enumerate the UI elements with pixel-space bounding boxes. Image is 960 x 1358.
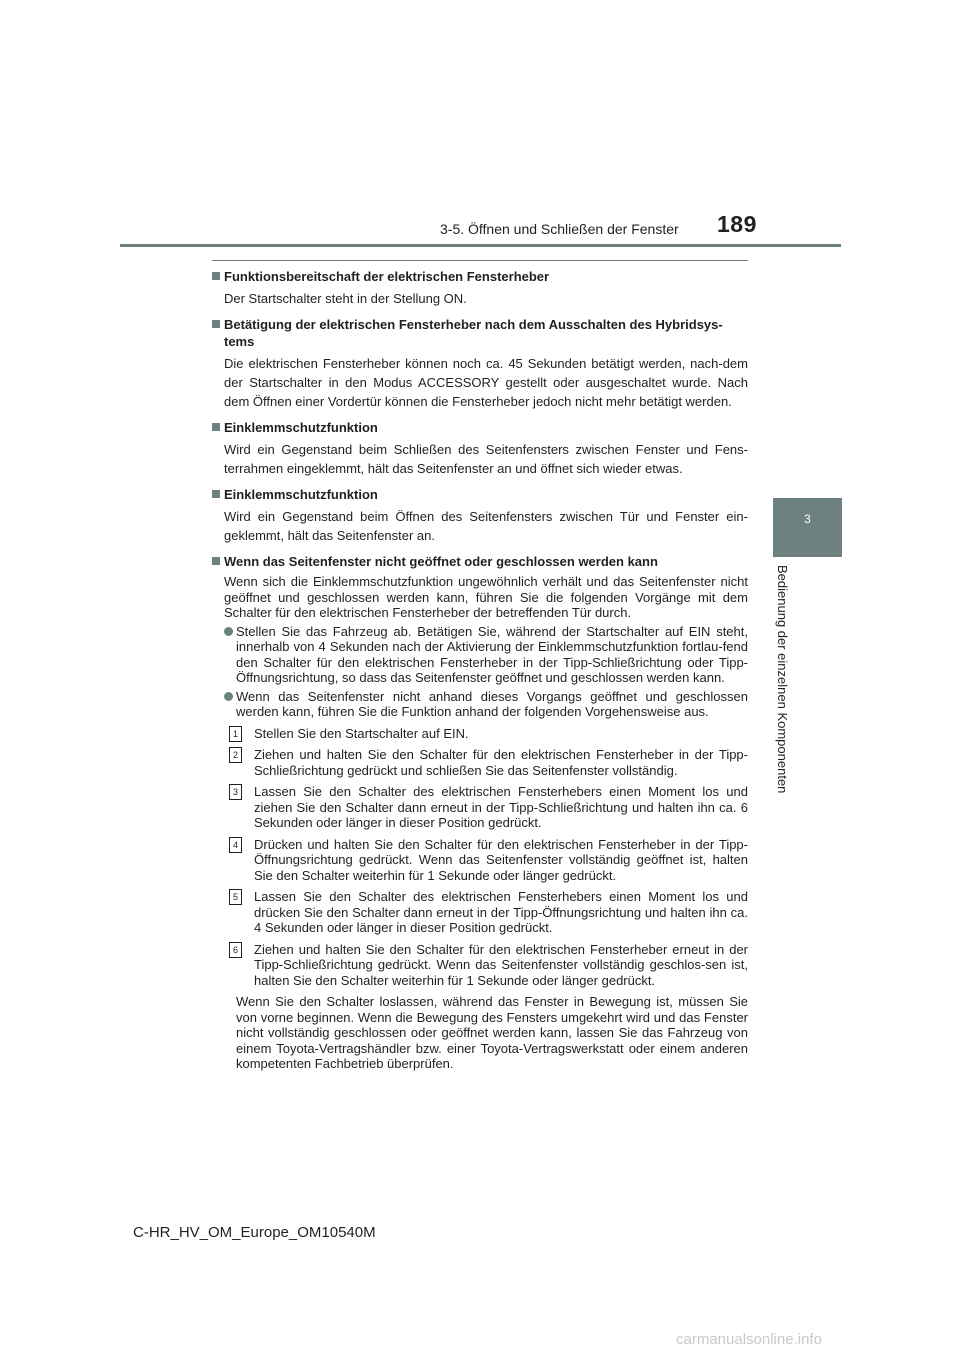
step-item — [212, 726, 748, 742]
step-item — [212, 784, 748, 831]
section-heading — [212, 419, 748, 436]
step-item — [212, 747, 748, 778]
bullet-text: Wenn das Seitenfenster nicht anhand dieses Vorgangs geöffnet und geschlossen werden kann, führen Sie die Funktion anhand der folgenden Vorgehensweise aus. — [236, 688, 748, 719]
content-divider — [212, 260, 748, 261]
chapter-title: Bedienung der einzelnen Komponenten — [775, 565, 790, 794]
square-bullet-icon — [212, 490, 220, 498]
square-bullet-icon — [212, 272, 220, 280]
step-number: 1 — [229, 726, 242, 742]
header-divider — [120, 244, 841, 247]
list-item — [212, 624, 748, 686]
section-heading — [212, 316, 748, 350]
step-item — [212, 837, 748, 884]
watermark: carmanualsonline.info — [676, 1331, 822, 1348]
section-heading — [212, 553, 748, 570]
step-number: 6 — [229, 942, 242, 958]
step-text: Stellen Sie den Startschalter auf EIN. — [254, 725, 469, 741]
section-heading — [212, 486, 748, 503]
section-heading — [212, 268, 748, 285]
square-bullet-icon — [212, 320, 220, 328]
section-body: Wird ein Gegenstand beim Schließen des Seitenfensters zwischen Fenster und Fens-terrahmen eingeklemmt, hält das Seitenfenster an und öffnet sich wieder etwas. — [224, 442, 748, 476]
step-item — [212, 889, 748, 936]
page-number: 189 — [717, 211, 757, 237]
step-text: Ziehen und halten Sie den Schalter für den elektrischen Fensterheber erneut in der Tipp-Schließrichtung gedrückt. Wenn das Seitenfenster vollständig geschlos-sen ist, halten Sie den Schalter weiterhin für 1 Sekunde oder länger gedrückt. — [254, 941, 748, 988]
section-body: Die elektrischen Fensterheber können noch ca. 45 Sekunden betätigt werden, nach-dem der Startschalter in den Modus ACCESSORY gestellt oder ausgeschaltet wurde. Nach dem Öffnen einer Vordertür können die Fensterheber jedoch nicht mehr betätigt werden. — [224, 356, 748, 409]
step-number: 2 — [229, 747, 242, 763]
step-text: Drücken und halten Sie den Schalter für den elektrischen Fensterheber in der Tipp-Öffnungsrichtung gedrückt. Wenn das Seitenfenster vollständig geöffnet ist, halten Sie den Schalter weiterhin für 1 Sekunde oder länger gedrückt. — [254, 836, 748, 883]
step-item — [212, 942, 748, 989]
section-body: Der Startschalter steht in der Stellung ON. — [224, 291, 467, 306]
section-body: Wenn sich die Einklemmschutzfunktion ungewöhnlich verhält und das Seitenfenster nicht geöffnet und geschlossen werden kann, führen Sie die folgenden Vorgänge mit dem Schalter für den elektrischen Fensterheber der betreffenden Tür durch. — [224, 574, 748, 620]
heading-text: Betätigung der elektrischen Fensterheber nach dem Ausschalten des Hybridsys-tems — [224, 317, 723, 349]
list-item — [212, 689, 748, 720]
heading-text: Einklemmschutzfunktion — [224, 487, 378, 502]
bullet-text: Stellen Sie das Fahrzeug ab. Betätigen Sie, während der Startschalter auf EIN steht, innerhalb von 4 Sekunden nach der Aktivierung der Einklemmschutzfunktion fortlau-fend den Schalter für den elektrischen Fensterheber in der Tipp-Schließrichtung oder Tipp-Öffnungsrichtung, so dass das Seitenfenster geöffnet und geschlossen werden kann. — [236, 623, 748, 685]
closing-paragraph: Wenn Sie den Schalter loslassen, während das Fenster in Bewegung ist, müssen Sie von vorne beginnen. Wenn die Bewegung des Fensters umgekehrt wird und das Fenster nicht vollständig geschlossen oder geöffnet werden kann, lassen Sie das Fahrzeug von einem Toyota-Vertragshändler bzw. einer Toyota-Vertragswerkstatt oder einem anderen kompetenten Fachbetrieb überprüfen. — [236, 994, 748, 1071]
round-bullet-icon — [224, 692, 233, 701]
section-body: Wird ein Gegenstand beim Öffnen des Seitenfensters zwischen Tür und Fenster ein-geklemmt, hält das Seitenfenster an. — [224, 509, 748, 543]
round-bullet-icon — [224, 627, 233, 636]
step-number: 5 — [229, 889, 242, 905]
step-text: Lassen Sie den Schalter des elektrischen Fensterhebers einen Moment los und ziehen Sie den Schalter dann erneut in der Tipp-Schließrichtung und halten ihn ca. 6 Sekunden oder länger in dieser Position gedrückt. — [254, 784, 748, 830]
step-number: 3 — [229, 784, 242, 800]
step-text: Lassen Sie den Schalter des elektrischen Fensterhebers einen Moment los und drücken Sie den Schalter dann erneut in der Tipp-Öffnungsrichtung und halten ihn ca. 4 Sekunden oder länger in dieser Position gedrückt. — [254, 889, 748, 935]
step-number: 4 — [229, 837, 242, 853]
content-area — [212, 268, 748, 1072]
step-text: Ziehen und halten Sie den Schalter für den elektrischen Fensterheber in der Tipp-Schließrichtung gedrückt und schließen Sie das Seitenfenster vollständig. — [254, 747, 748, 778]
chapter-tab — [773, 498, 842, 557]
heading-text: Funktionsbereitschaft der elektrischen Fensterheber — [224, 269, 550, 284]
heading-text: Wenn das Seitenfenster nicht geöffnet oder geschlossen werden kann — [224, 554, 658, 569]
heading-text: Einklemmschutzfunktion — [224, 420, 378, 435]
document-id: C-HR_HV_OM_Europe_OM10540M — [133, 1224, 376, 1241]
section-title: 3-5. Öffnen und Schließen der Fenster — [440, 221, 679, 237]
square-bullet-icon — [212, 423, 220, 431]
chapter-number: 3 — [804, 512, 811, 526]
square-bullet-icon — [212, 557, 220, 565]
